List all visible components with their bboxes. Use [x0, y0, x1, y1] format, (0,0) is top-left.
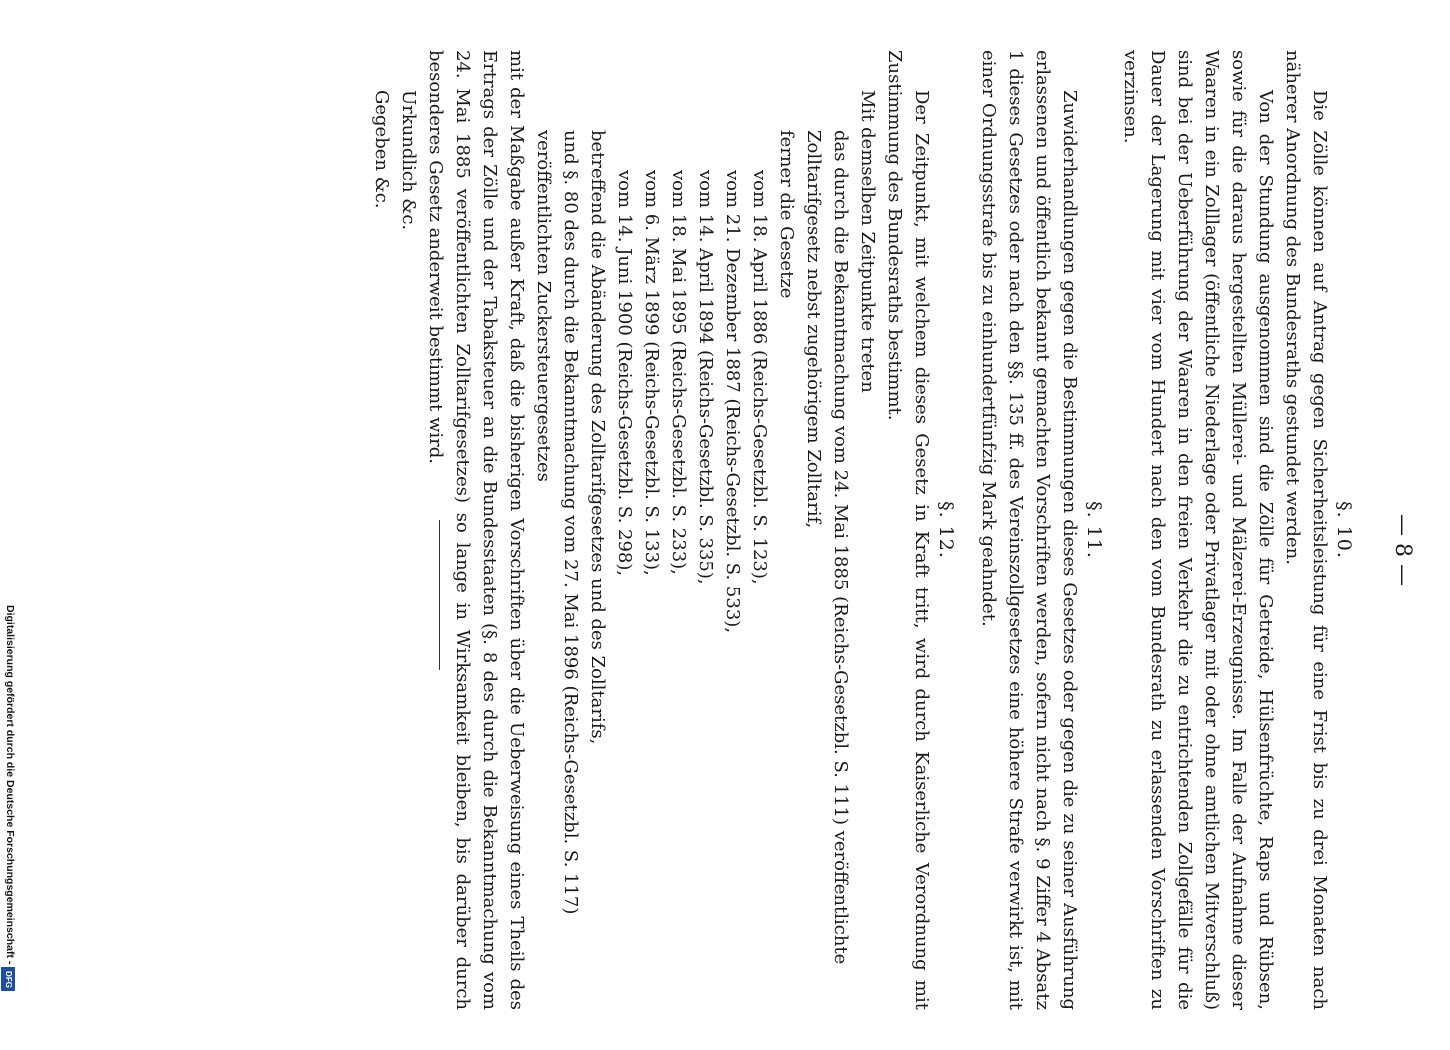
closing-line: Gegeben &c. — [371, 90, 392, 209]
law-item: vom 21. Dezember 1887 (Reichs-Gesetzbl. S. 533), — [722, 170, 743, 634]
list-item: betreffend die Abänderung des Zolltarifgesetzes und des Zolltarifs, — [587, 130, 608, 745]
law-item: vom 18. April 1886 (Reichs-Gesetzbl. S. 123), — [749, 170, 770, 585]
section-heading: §. 10. — [1333, 501, 1355, 559]
law-item: vom 18. Mai 1895 (Reichs-Gesetzbl. S. 233), — [668, 170, 689, 575]
law-item: vom 14. April 1894 (Reichs-Gesetzbl. S. 335), — [695, 170, 716, 585]
paragraph: Der Zeitpunkt, mit welchem dieses Gesetz in Kraft tritt, wird durch Kaiserliche Verordnung mit Zustimmung des Bundesraths bestimmt. — [884, 50, 932, 1010]
paragraph: Zuwiderhandlungen gegen die Bestimmungen dieses Gesetzes oder gegen die zu seiner Ausführung erlassenen und öffentlich bekannt gemachten Vorschriften werden, sofern nicht nach §. 9 Ziffer 4 Absatz 1 dieses Gesetzes oder nach den §§. 135 ff. des Vereinszollgesetzes eine höhere Strafe verwirkt ist, mit einer Ordnungsstrafe bis zu einhundertfünfzig Mark geahndet. — [978, 50, 1080, 1010]
paragraph: Die Zölle können auf Antrag gegen Sicherheitsleistung für eine Frist bis zu drei Monaten nach näherer Anordnung des Bundesraths gestundet werden. — [1282, 50, 1330, 1010]
page-number: — 8 — — [1390, 514, 1415, 586]
section-heading: §. 12. — [935, 501, 957, 559]
section-12 — [368, 50, 957, 1010]
list-item: und §. 80 des durch die Bekanntmachung vom 27. Mai 1896 (Reichs-Gesetzbl. S. 117) veröffentlichten Zuckersteuergesetzes — [533, 130, 581, 915]
separator-rule — [439, 520, 440, 670]
list-item: ferner die Gesetze — [776, 130, 797, 299]
law-item: vom 6. März 1899 (Reichs-Gesetzbl. S. 133), — [641, 170, 662, 576]
closing-line: Urkundlich &c. — [398, 90, 419, 231]
dfg-logo-icon — [1, 967, 15, 991]
paragraph: mit der Maßgabe außer Kraft, daß die bisherigen Vorschriften über die Ueberweisung eines Theils des Ertrags der Zölle und der Tabaksteuer an die Bundesstaaten (§. 8 des durch die Bekanntmachung vom 24. Mai 1885 veröffentlichten Zolltarifgesetzes) so lange in Wirksamkeit bleiben, bis darüber durch besonderes Gesetz anderweit bestimmt wird. — [425, 50, 527, 1010]
funding-note: Digitalisierung gefördert durch die Deutsche Forschungsgemeinschaft - — [4, 605, 16, 965]
list-item: das durch die Bekanntmachung vom 24. Mai 1885 (Reichs-Gesetzbl. S. 111) veröffentlichte Zolltarifgesetz nebst zugehörigem Zolltarif, — [803, 130, 851, 965]
digitization-sidebar — [0, 0, 18, 1000]
section-heading: §. 11. — [1083, 501, 1105, 559]
paragraph: Von der Stundung ausgenommen sind die Zölle für Getreide, Hülsenfrüchte, Raps und Rübsen, sowie für die daraus hergestellten Müllerei- und Mälzerei-Erzeugnisse. Im Falle der Aufnahme dieser Waaren in ein Zolllager (öffentliche Niederlage oder Privatlager mit oder ohne amtlichen Mitverschluß) sind bei der Ueberführung der Waaren in den freien Verkehr die zu entrichtenden Zollgefälle für die Dauer der Lagerung mit vier vom Hundert nach den vom Bundesrath zu erlassenden Vorschriften zu verzinsen. — [1120, 50, 1276, 1010]
paragraph: Mit demselben Zeitpunkte treten — [857, 90, 878, 393]
dfg-logo-text: DFG — [3, 970, 13, 988]
section-11 — [975, 50, 1105, 1010]
section-10 — [1117, 50, 1355, 1010]
document-page — [371, 50, 1450, 1050]
law-item: vom 14. Juni 1900 (Reichs-Gesetzbl. S. 298), — [614, 170, 635, 577]
